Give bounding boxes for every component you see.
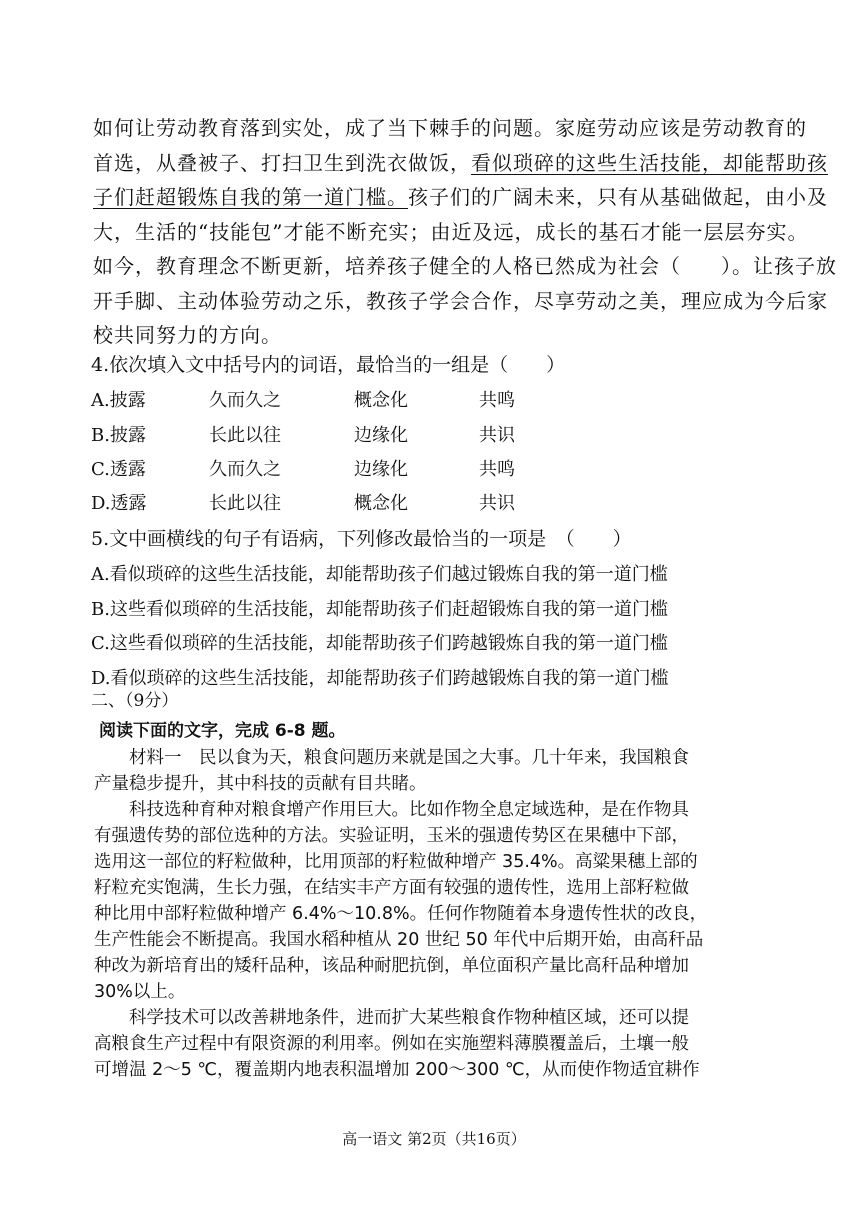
option-cell: 久而久之 bbox=[209, 390, 281, 411]
passage-line: 校共同努力的方向。 bbox=[93, 323, 282, 347]
underlined-sentence: 子们赶超锻炼自我的第一道门槛。 bbox=[93, 185, 408, 209]
passage-line: 如何让劳动教育落到实处，成了当下棘手的问题。家庭劳动应该是劳动教育的 bbox=[93, 116, 807, 140]
option-cell: D.透露 bbox=[91, 493, 147, 514]
option-cell: 共鸣 bbox=[479, 390, 515, 411]
material-line: 30%以上。 bbox=[94, 982, 186, 1002]
option-cell: 边缘化 bbox=[354, 425, 408, 446]
material-line: 种比用中部籽粒做种增产 6.4%～10.8%。任何作物随着本身遗传性状的改良， bbox=[94, 904, 708, 924]
passage-line: 大，生活的“技能包”才能不断充实；由近及远，成长的基石才能一层层夯实。 bbox=[93, 219, 809, 244]
option-cell: 共鸣 bbox=[479, 459, 515, 480]
passage-line bbox=[93, 249, 837, 284]
passage-line-text: 首选，从叠被子、打扫卫生到洗衣做饭， bbox=[93, 150, 471, 175]
q5-option-a: A.看似琐碎的这些生活技能，却能帮助孩子们越过锻炼自我的第一道门槛 bbox=[91, 564, 668, 585]
underlined-sentence: 看似琐碎的这些生活技能，却能帮助孩 bbox=[471, 150, 828, 175]
passage-line-text: ）。让孩子放 bbox=[721, 254, 837, 278]
q5-option-d: D.看似琐碎的这些生活技能，却能帮助孩子们跨越锻炼自我的第一道门槛 bbox=[91, 668, 669, 689]
material-passage bbox=[94, 745, 794, 1083]
material-line: 产量稳步提升，其中科技的贡献有目共睹。 bbox=[94, 774, 427, 794]
passage-line-text: 如今，教育理念不断更新，培养孩子健全的人格已然成为社会（ bbox=[93, 254, 681, 278]
option-cell: 概念化 bbox=[354, 390, 408, 411]
option-cell: A.披露 bbox=[91, 390, 146, 411]
passage-line bbox=[93, 146, 828, 181]
passage-line: 开手脚、主动体验劳动之乐，教孩子学会合作，尽享劳动之美，理应成为今后家 bbox=[93, 288, 828, 313]
material-line: 材料一 民以食为天，粮食问题历来就是国之大事。几十年来，我国粮食 bbox=[94, 748, 689, 768]
material-line: 种改为新培育出的矮秆品种，该品种耐肥抗倒，单位面积产量比高秆品种增加 bbox=[94, 956, 689, 976]
question-5-stem: 5.文中画横线的句子有语病，下列修改最恰当的一项是 （ ） bbox=[91, 528, 632, 550]
q5-option-c: C.这些看似琐碎的生活技能，却能帮助孩子们跨越锻炼自我的第一道门槛 bbox=[91, 633, 668, 654]
passage-line-text: 孩子们的广阔未来，只有从基础做起，由小及 bbox=[408, 185, 828, 209]
section-2-title: 二、（9分） bbox=[91, 691, 179, 711]
material-line: 可增温 2～5 ℃，覆盖期内地表积温增加 200～300 ℃，从而使作物适宜耕作 bbox=[94, 1060, 700, 1080]
material-line: 生产性能会不断提高。我国水稻种植从 20 世纪 50 年代中后期开始，由高秆品 bbox=[94, 930, 704, 950]
option-cell: 共识 bbox=[479, 493, 515, 514]
material-line: 高粮食生产过程中有限资源的利用率。例如在实施塑料薄膜覆盖后，土壤一般 bbox=[94, 1034, 689, 1054]
material-line: 选用这一部位的籽粒做种，比用顶部的籽粒做种增产 35.4%。高粱果穗上部的 bbox=[94, 852, 698, 872]
q5-option-b: B.这些看似琐碎的生活技能，却能帮助孩子们赶超锻炼自我的第一道门槛 bbox=[91, 599, 668, 620]
material-line: 科技选种育种对粮食增产作用巨大。比如作物全息定域选种，是在作物具 bbox=[94, 800, 689, 820]
passage-line bbox=[93, 180, 828, 215]
question-4-stem: 4.依次填入文中括号内的词语，最恰当的一组是（ ） bbox=[91, 354, 566, 376]
option-cell: 边缘化 bbox=[354, 459, 408, 480]
passage-paragraph bbox=[93, 111, 837, 353]
option-cell: 概念化 bbox=[354, 493, 408, 514]
material-line: 籽粒充实饱满，生长力强，在结实丰产方面有较强的遗传性，选用上部籽粒做 bbox=[94, 878, 689, 898]
option-cell: 长此以往 bbox=[209, 425, 281, 446]
option-cell: 久而久之 bbox=[209, 459, 281, 480]
option-cell: C.透露 bbox=[91, 459, 146, 480]
page-footer: 高一语文 第2页（共16页） bbox=[342, 1130, 526, 1148]
option-cell: B.披露 bbox=[91, 425, 146, 446]
material-line: 科学技术可以改善耕地条件，进而扩大某些粮食作物种植区域，还可以提 bbox=[94, 1008, 689, 1028]
section-2-instruction: 阅读下面的文字，完成 6-8 题。 bbox=[99, 721, 346, 741]
material-line: 有强遗传势的部位选种的方法。实验证明，玉米的强遗传势区在果穗中下部， bbox=[94, 826, 689, 846]
option-cell: 共识 bbox=[479, 425, 515, 446]
option-cell: 长此以往 bbox=[209, 493, 281, 514]
